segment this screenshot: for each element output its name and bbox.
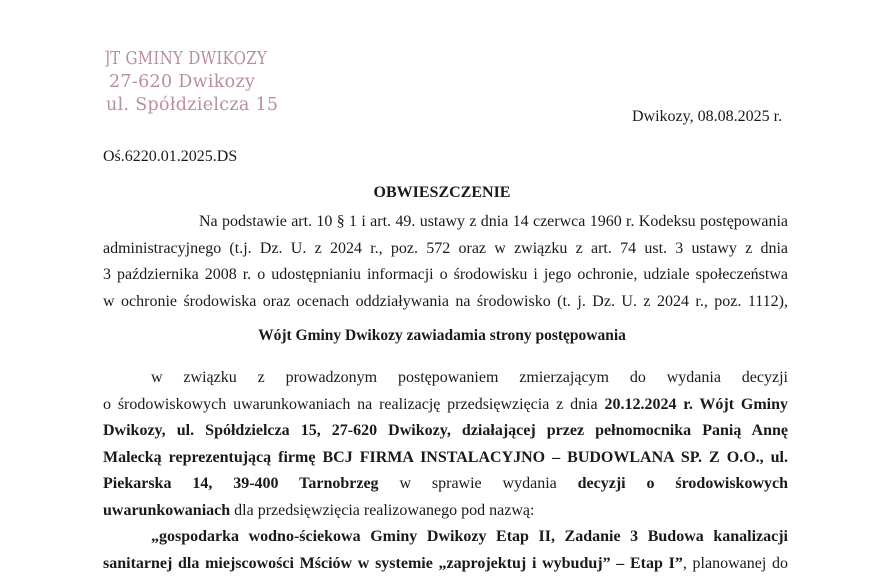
body-line-6-text: dla przedsięwzięcia realizowanego pod nazwą:	[230, 502, 534, 519]
body-line-3	[103, 418, 788, 445]
document-date: Dwikozy, 08.08.2025 r.	[632, 108, 782, 126]
office-stamp	[104, 48, 294, 117]
body-line-5-text: w sprawie wydania	[379, 475, 578, 492]
legal-basis-line-4: w ochronie środowiska oraz ocenach oddziaływania na środowisko (t. j. Dz. U. z 2024 r., poz. 1112),	[103, 289, 788, 316]
body-line-2	[103, 392, 788, 419]
body-line-5-bold-a: Piekarska 14, 39-400 Tarnobrzeg	[103, 475, 379, 492]
body-line-8-text: , planowanej do	[683, 555, 788, 572]
stamp-line-2: 27-620 Dwikozy	[109, 71, 294, 94]
project-name-line-2: sanitarnej dla miejscowości Mściów w systemie „zaprojektuj i wybuduj” – Etap I”	[103, 555, 683, 572]
stamp-line-1: ]T GMINY DWIKOZY	[104, 48, 267, 71]
legal-basis-line-2: administracyjnego (t.j. Dz. U. z 2024 r., poz. 572 oraz w związku z art. 74 ust. 3 ustawy z dnia	[103, 236, 788, 263]
body-line-4-bold: Malecką reprezentującą firmę BCJ FIRMA INSTALACYJNO – BUDOWLANA SP. Z O.O., ul.	[103, 449, 788, 466]
body-line-1: w związku z prowadzonym postępowaniem zmierzającym do wydania decyzji	[103, 365, 788, 392]
legal-basis-paragraph	[103, 209, 788, 315]
body-line-5-bold-b: decyzji o środowiskowych	[578, 475, 788, 492]
subheading: Wójt Gminy Dwikozy zawiadamia strony postępowania	[0, 327, 884, 345]
stamp-line-3: ul. Spółdzielcza 15	[106, 94, 294, 117]
project-name-line-1: „gospodarka wodno-ściekowa Gminy Dwikozy Etap II, Zadanie 3 Budowa kanalizacji	[151, 528, 788, 545]
body-line-6	[103, 498, 788, 525]
body-line-2-text: o środowiskowych uwarunkowaniach na realizację przedsięwzięcia z dnia	[103, 396, 604, 413]
reference-number: Oś.6220.01.2025.DS	[103, 148, 237, 166]
notice-body	[103, 365, 788, 577]
legal-basis-line-1: Na podstawie art. 10 § 1 i art. 49. ustawy z dnia 14 czerwca 1960 r. Kodeksu postępowania	[103, 209, 788, 236]
body-line-5	[103, 471, 788, 498]
body-line-7	[103, 524, 788, 551]
body-line-2-bold: 20.12.2024 r. Wójt Gminy	[604, 396, 788, 413]
document-title: OBWIESZCZENIE	[0, 184, 884, 202]
body-line-8	[103, 551, 788, 577]
body-line-6-bold: uwarunkowaniach	[103, 502, 230, 519]
body-line-3-bold: Dwikozy, ul. Spółdzielcza 15, 27-620 Dwikozy, działającej przez pełnomocnika Panią Annę	[103, 422, 788, 439]
legal-basis-line-3: 3 października 2008 r. o udostępnianiu informacji o środowisku i jego ochronie, udziale społeczeństwa	[103, 262, 788, 289]
body-line-4	[103, 445, 788, 472]
